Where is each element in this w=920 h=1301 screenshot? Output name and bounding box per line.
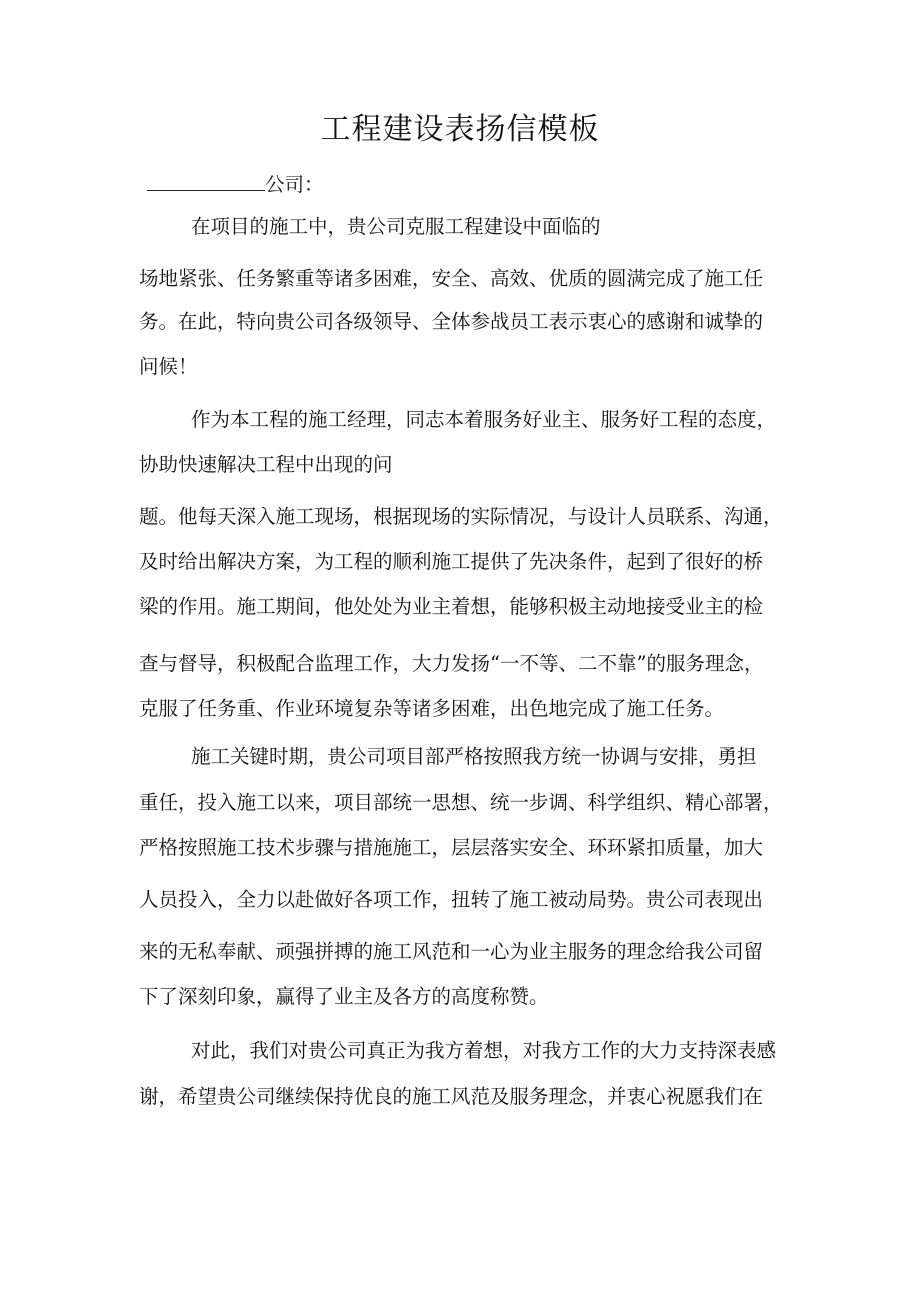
paragraph-3-line-5: 来的无私奉献、顽强拼搏的施工风范和一心为业主服务的理念给我公司留 [139,940,764,963]
paragraph-4-line-2: 谢，希望贵公司继续保持优良的施工风范及服务理念，并衷心祝愿我们在 [139,1085,764,1108]
paragraph-2-line-3: 题。他每天深入施工现场，根据现场的实际情况，与设计人员联系、沟通， [139,505,783,528]
paragraph-2-line-4: 及时给出解决方案，为工程的顺利施工提供了先决条件，起到了很好的桥 [139,550,764,573]
page-title: 工程建设表扬信模板 [320,112,600,147]
paragraph-2-line-2: 协助快速解决工程中出现的问 [139,453,393,476]
paragraph-2-line-1: 作为本工程的施工经理，同志本着服务好业主、服务好工程的态度， [191,408,777,431]
paragraph-3-line-3: 严格按照施工技术步骤与措施施工，层层落实安全、环环紧扣质量，加大 [139,836,764,859]
paragraph-1-line-4: 问候！ [139,355,198,378]
paragraph-3-line-6: 下了深刻印象，赢得了业主及各方的高度称赞。 [139,985,549,1008]
paragraph-1-line-3: 务。在此，特向贵公司各级领导、全体参战员工表示衷心的感谢和诚挚的 [139,310,764,333]
paragraph-2-line-5: 梁的作用。施工期间，他处处为业主着想，能够积极主动地接受业主的检 [139,595,764,618]
salutation [147,168,324,202]
paragraph-3-line-2: 重任，投入施工以来，项目部统一思想、统一步调、科学组织、精心部署， [139,791,783,814]
paragraph-3-line-1: 施工关键时期，贵公司项目部严格按照我方统一协调与安排，勇担 [191,745,757,768]
paragraph-2-line-7: 克服了任务重、作业环境复杂等诸多困难，出色地完成了施工任务。 [139,697,725,720]
paragraph-1-line-1: 在项目的施工中，贵公司克服工程建设中面临的 [191,215,601,238]
company-name-blank [147,168,265,191]
salutation-text: 公司： [265,173,324,196]
paragraph-2-line-6: 查与督导，积极配合监理工作，大力发扬“一不等、二不靠”的服务理念， [139,652,764,675]
paragraph-3-line-4: 人员投入，全力以赴做好各项工作，扭转了施工被动局势。贵公司表现出 [139,888,764,911]
paragraph-1-line-2: 场地紧张、任务繁重等诸多困难，安全、高效、优质的圆满完成了施工任 [139,267,764,290]
paragraph-4-line-1: 对此，我们对贵公司真正为我方着想，对我方工作的大力支持深表感 [191,1039,777,1062]
